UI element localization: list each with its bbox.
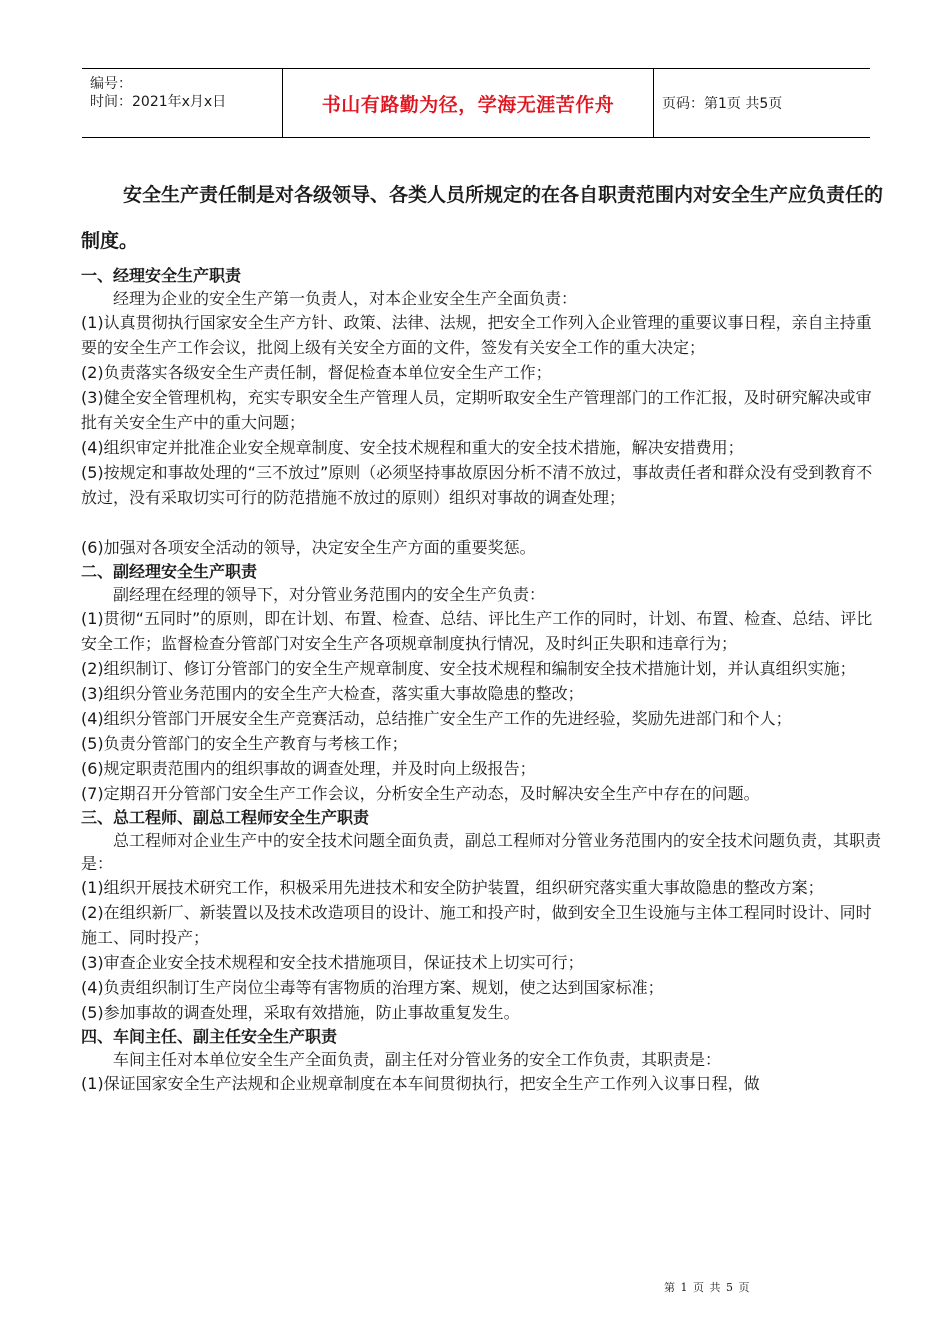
list-item: (5)负责分管部门的安全生产教育与考核工作； xyxy=(81,734,408,753)
section-chief-engineer xyxy=(81,806,887,1025)
spacer xyxy=(81,510,887,535)
header-motto: 书山有路勤为径，学海无涯苦作舟 xyxy=(282,69,654,137)
list-item: (5)参加事故的调查处理，采取有效措施，防止事故重复发生。 xyxy=(81,1003,520,1022)
list-item: (4)负责组织制订生产岗位尘毒等有害物质的治理方案、规划，使之达到国家标准； xyxy=(81,978,664,997)
section-lead: 总工程师对企业生产中的安全技术问题全面负责，副总工程师对分管业务范围内的安全技术问题负责，其职责是： xyxy=(81,831,882,873)
header-meta xyxy=(90,75,226,111)
list-item: (3)组织分管业务范围内的安全生产大检查，落实重大事故隐患的整改； xyxy=(81,684,584,703)
section-lead: 经理为企业的安全生产第一负责人，对本企业安全生产全面负责： xyxy=(113,289,578,308)
section-title: 一、经理安全生产职责 xyxy=(81,266,242,285)
section-title: 二、副经理安全生产职责 xyxy=(81,562,258,581)
intro-paragraph: 安全生产责任制是对各级领导、各类人员所规定的在各自职责范围内对安全生产应负责任的制度。 xyxy=(81,184,884,252)
header-page-info: 页码：第1页 共5页 xyxy=(662,96,783,112)
section-title: 三、总工程师、副总工程师安全生产职责 xyxy=(81,808,370,827)
list-item: (5)按规定和事故处理的“三不放过”原则（必须坚持事故原因分析不清不放过，事故责任者和群众没有受到教育不放过，没有采取切实可行的防范措施不放过的原则）组织对事故的调查处理； xyxy=(81,463,873,507)
list-item: (3)健全安全管理机构，充实专职安全生产管理人员，定期听取安全生产管理部门的工作汇报，及时研究解决或审批有关安全生产中的重大问题； xyxy=(81,388,872,432)
list-item: (4)组织分管部门开展安全生产竞赛活动，总结推广安全生产工作的先进经验，奖励先进部门和个人； xyxy=(81,709,792,728)
list-item: (6)加强对各项安全活动的领导，决定安全生产方面的重要奖惩。 xyxy=(81,538,536,557)
list-item: (1)保证国家安全生产法规和企业规章制度在本车间贯彻执行，把安全生产工作列入议事日程，做 xyxy=(81,1074,760,1093)
list-item: (6)规定职责范围内的组织事故的调查处理，并及时向上级报告； xyxy=(81,759,536,778)
section-lead: 车间主任对本单位安全生产全面负责，副主任对分管业务的安全工作负责，其职责是： xyxy=(113,1050,722,1069)
section-title: 四、车间主任、副主任安全生产职责 xyxy=(81,1027,338,1046)
list-item: (7)定期召开分管部门安全生产工作会议，分析安全生产动态，及时解决安全生产中存在的问题。 xyxy=(81,784,760,803)
list-item: (1)组织开展技术研究工作，积极采用先进技术和安全防护装置，组织研究落实重大事故隐患的整改方案； xyxy=(81,878,824,897)
list-item: (2)在组织新厂、新装置以及技术改造项目的设计、施工和投产时，做到安全卫生设施与主体工程同时设计、同时施工、同时投产； xyxy=(81,903,872,947)
section-lead: 副经理在经理的领导下，对分管业务范围内的安全生产负责： xyxy=(113,585,546,604)
page-footer: 第 1 页 共 5 页 xyxy=(664,1281,751,1294)
list-item: (4)组织审定并批准企业安全规章制度、安全技术规程和重大的安全技术措施，解决安措费用； xyxy=(81,438,744,457)
list-item: (2)组织制订、修订分管部门的安全生产规章制度、安全技术规程和编制安全技术措施计划，并认真组织实施； xyxy=(81,659,856,678)
list-item: (1)贯彻“五同时”的原则，即在计划、布置、检查、总结、评比生产工作的同时，计划、布置、检查、总结、评比安全工作；监督检查分管部门对安全生产各项规章制度执行情况，及时纠正失职和违章行为； xyxy=(81,609,873,653)
document-body xyxy=(81,172,887,1096)
list-item: (3)审查企业安全技术规程和安全技术措施项目，保证技术上切实可行； xyxy=(81,953,584,972)
section-manager xyxy=(81,264,887,560)
document-date: 时间：2021年x月x日 xyxy=(90,94,227,110)
list-item: (2)负责落实各级安全生产责任制，督促检查本单位安全生产工作； xyxy=(81,363,552,382)
section-deputy-manager xyxy=(81,560,887,806)
document-number: 编号： xyxy=(90,76,132,92)
section-workshop-director xyxy=(81,1025,887,1096)
list-item: (1)认真贯彻执行国家安全生产方针、政策、法律、法规，把安全工作列入企业管理的重要议事日程，亲自主持重要的安全生产工作会议，批阅上级有关安全方面的文件，签发有关安全工作的重大决定； xyxy=(81,313,872,357)
page-header xyxy=(82,68,870,138)
